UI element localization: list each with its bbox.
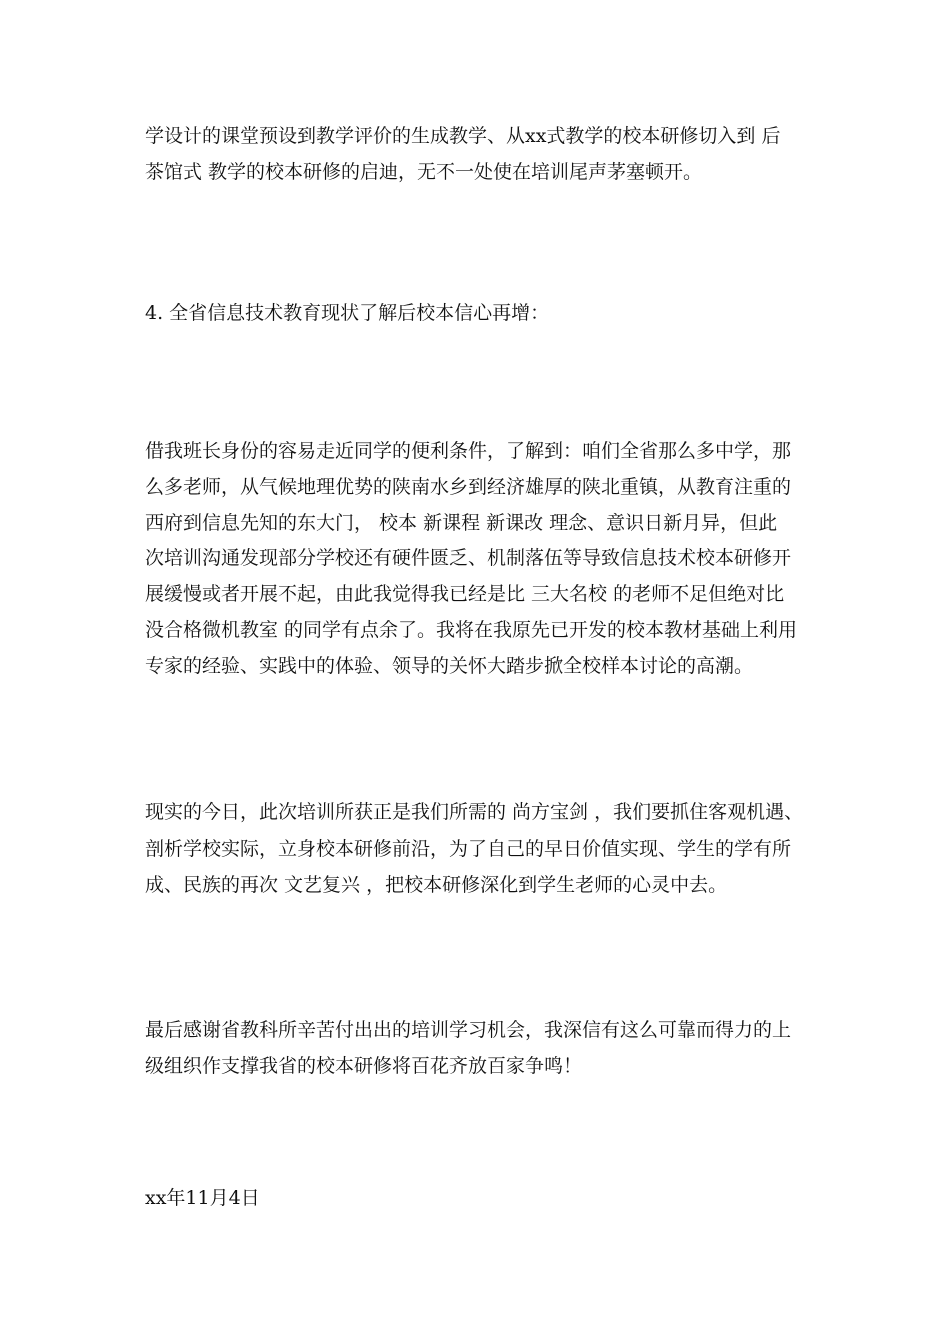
section-heading-4-line-1: 4. 全省信息技术教育现状了解后校本信心再增： bbox=[145, 302, 550, 324]
paragraph-2-line-6: 没合格微机教室 的同学有点余了。我将在我原先已开发的校本教材基础上利用 bbox=[145, 619, 798, 641]
paragraph-2-line-5: 展缓慢或者开展不起，由此我觉得我已经是比 三大名校 的老师不足但绝对比 bbox=[145, 583, 785, 605]
paragraph-1-line-1: 学设计的课堂预设到教学评价的生成教学、从xx式教学的校本研修切入到 后 bbox=[145, 125, 781, 147]
paragraph-4-line-2: 级组织作支撑我省的校本研修将百花齐放百家争鸣！ bbox=[145, 1055, 583, 1077]
paragraph-3-line-3: 成、民族的再次 文艺复兴 ，把校本研修深化到学生老师的心灵中去。 bbox=[145, 874, 728, 896]
paragraph-2-line-1: 借我班长身份的容易走近同学的便利条件，了解到：咱们全省那么多中学，那 bbox=[145, 440, 792, 462]
paragraph-2-line-4: 次培训沟通发现部分学校还有硬件匮乏、机制落伍等导致信息技术校本研修开 bbox=[145, 547, 792, 569]
date-line: xx年11月4日 bbox=[145, 1187, 260, 1209]
paragraph-3-line-2: 剖析学校实际，立身校本研修前沿，为了自己的早日价值实现、学生的学有所 bbox=[145, 838, 792, 860]
paragraph-2-line-3: 西府到信息先知的东大门， 校本 新课程 新课改 理念、意识日新月异，但此 bbox=[145, 512, 778, 534]
paragraph-2-line-2: 么多老师，从气候地理优势的陕南水乡到经济雄厚的陕北重镇，从教育注重的 bbox=[145, 476, 792, 498]
paragraph-3-line-1: 现实的今日，此次培训所获正是我们所需的 尚方宝剑 ，我们要抓住客观机遇、 bbox=[145, 801, 804, 823]
paragraph-1-line-2: 茶馆式 教学的校本研修的启迪，无不一处使在培训尾声茅塞顿开。 bbox=[145, 161, 703, 183]
paragraph-2-line-7: 专家的经验、实践中的体验、领导的关怀大踏步掀全校样本讨论的高潮。 bbox=[145, 655, 754, 677]
paragraph-4-line-1: 最后感谢省教科所辛苦付出出的培训学习机会，我深信有这么可靠而得力的上 bbox=[145, 1019, 792, 1041]
